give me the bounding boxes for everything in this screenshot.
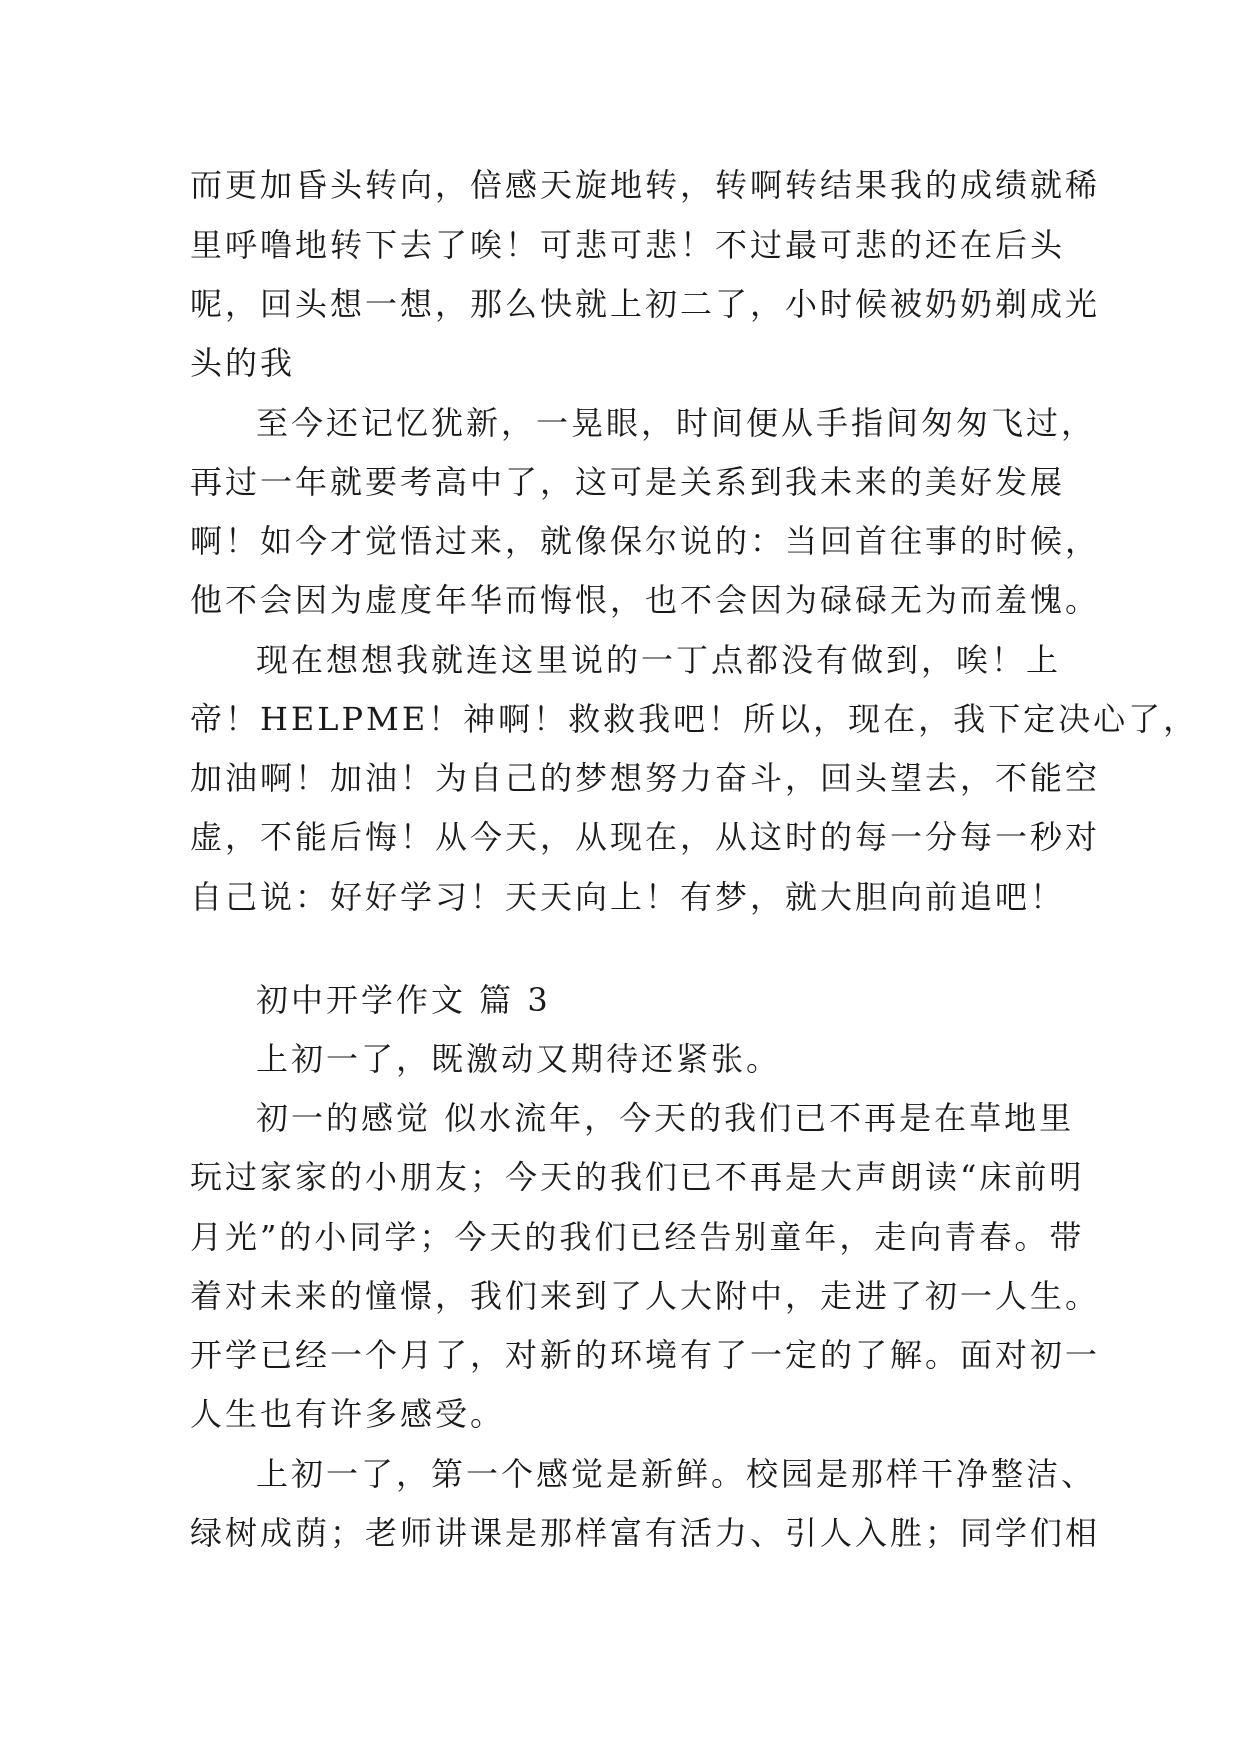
text-line: 绿树成荫；老师讲课是那样富有活力、引人入胜；同学们相	[190, 1514, 1101, 1552]
text-line: 虚，不能后悔！从今天，从现在，从这时的每一分每一秒对	[190, 818, 1101, 856]
text-line: 月光”的小同学；今天的我们已经告别童年，走向青春。带	[190, 1218, 1085, 1256]
text-line: 着对未来的憧憬，我们来到了人大附中，走进了初一人生。	[190, 1277, 1101, 1315]
text-line: 自己说：好好学习！天天向上！有梦，就大胆向前追吧！	[190, 878, 1066, 916]
text-line: 里呼噜地转下去了唉！可悲可悲！不过最可悲的还在后头	[190, 226, 1066, 264]
text-line: 啊！如今才觉悟过来，就像保尔说的：当回首往事的时候，	[190, 522, 1101, 560]
text-line: 上初一了，既激动又期待还紧张。	[256, 1040, 782, 1078]
text-line: 呢，回头想一想，那么快就上初二了，小时候被奶奶剃成光	[190, 285, 1101, 323]
text-line: 加油啊！加油！为自己的梦想努力奋斗，回头望去，不能空	[190, 759, 1101, 797]
text-line: 头的我	[190, 344, 296, 382]
text-line: 上初一了，第一个感觉是新鲜。校园是那样干净整洁、	[256, 1455, 1097, 1493]
text-line: 现在想想我就连这里说的一丁点都没有做到，唉！上	[256, 641, 1062, 679]
text-line: 而更加昏头转向，倍感天旋地转，转啊转结果我的成绩就稀	[190, 166, 1101, 204]
text-line: 再过一年就要考高中了，这可是关系到我未来的美好发展	[190, 463, 1066, 501]
text-line: 他不会因为虚度年华而悔恨，也不会因为碌碌无为而羞愧。	[190, 581, 1101, 619]
text-line: 帝！HELPME！神啊！救救我吧！所以，现在，我下定决心了，	[190, 700, 1199, 738]
text-line: 人生也有许多感受。	[190, 1395, 506, 1433]
section-heading: 初中开学作文 篇 3	[256, 981, 551, 1019]
text-line: 至今还记忆犹新，一晃眼，时间便从手指间匆匆飞过，	[256, 404, 1097, 442]
text-line: 初一的感觉 似水流年，今天的我们已不再是在草地里	[256, 1099, 1075, 1137]
text-line: 开学已经一个月了，对新的环境有了一定的了解。面对初一	[190, 1336, 1101, 1374]
text-line: 玩过家家的小朋友；今天的我们已不再是大声朗读“床前明	[190, 1158, 1085, 1196]
